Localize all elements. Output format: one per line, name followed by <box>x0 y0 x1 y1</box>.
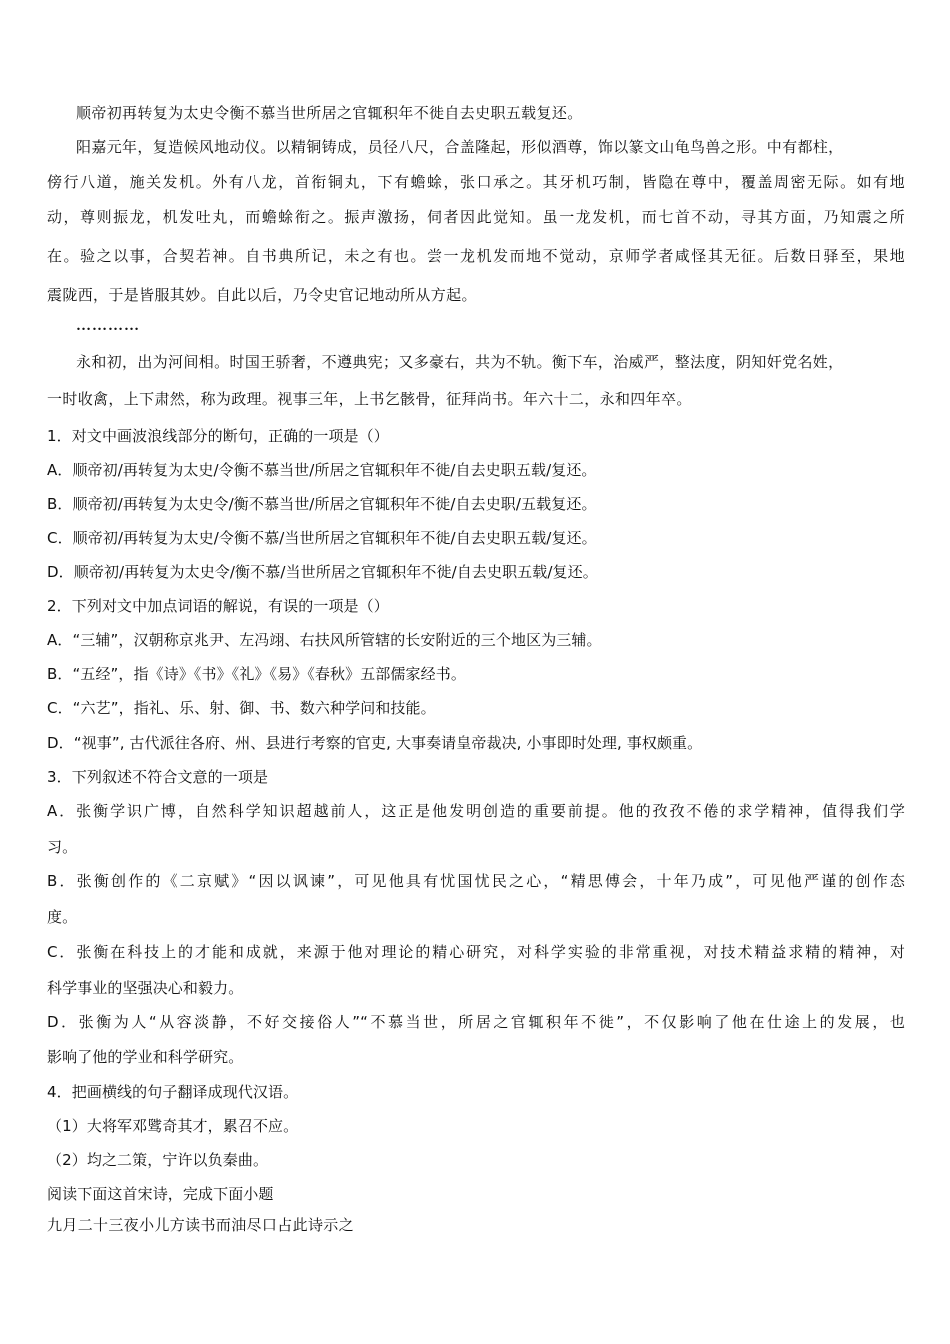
question-3-option-b-line-2: 度。 <box>47 908 78 926</box>
question-1-option-b: B．顺帝初/再转复为太史令/衡不慕当世/所居之官辄积年不徙/自去史职/五载复还。 <box>47 495 597 513</box>
passage-ellipsis: ………… <box>76 318 140 334</box>
question-3-option-d-line-2: 影响了他的学业和科学研究。 <box>47 1048 244 1066</box>
passage-paragraph-2-line-3: 动，尊则振龙，机发吐丸，而蟾蜍衔之。振声激扬，伺者因此觉知。虽一龙发机，而七首不动，寻其方面，乃知震之所 <box>47 208 905 226</box>
passage-paragraph-2-line-5: 震陇西，于是皆服其妙。自此以后，乃令史官记地动所从方起。 <box>47 286 477 304</box>
question-3-option-a-line-1: A．张衡学识广博，自然科学知识超越前人，这正是他发明创造的重要前提。他的孜孜不倦的求学精神，值得我们学 <box>47 802 905 820</box>
passage-paragraph-2-line-4: 在。验之以事，合契若神。自书典所记，未之有也。尝一龙机发而地不觉动，京师学者咸怪其无征。后数日驿至，果地 <box>47 247 905 265</box>
question-3-option-b-line-1: B．张衡创作的《二京赋》“因以讽谏”，可见他具有忧国忧民之心，“精思傅会，十年乃成”，可见他严谨的创作态 <box>47 872 905 890</box>
question-3-stem: 3．下列叙述不符合文意的一项是 <box>47 768 269 786</box>
passage-paragraph-3-line-2: 一时收禽，上下肃然，称为政理。视事三年，上书乞骸骨，征拜尚书。年六十二，永和四年卒。 <box>47 390 692 408</box>
question-2-option-b: B．“五经”，指《诗》《书》《礼》《易》《春秋》五部儒家经书。 <box>47 665 466 683</box>
question-3-option-c-line-2: 科学事业的坚强决心和毅力。 <box>47 979 244 997</box>
next-section-instruction: 阅读下面这首宋诗，完成下面小题 <box>47 1185 274 1203</box>
question-4-item-2: （2）均之二策，宁许以负秦曲。 <box>47 1151 269 1169</box>
question-4-item-1: （1）大将军邓骘奇其才，累召不应。 <box>47 1117 299 1135</box>
question-3-option-c-line-1: C．张衡在科技上的才能和成就，来源于他对理论的精心研究，对科学实验的非常重视，对技术精益求精的精神，对 <box>47 943 905 961</box>
question-1-stem: 1．对文中画波浪线部分的断句，正确的一项是（） <box>47 427 389 445</box>
question-2-option-a: A．“三辅”，汉朝称京兆尹、左冯翊、右扶风所管辖的长安附近的三个地区为三辅。 <box>47 631 602 649</box>
poem-title: 九月二十三夜小儿方读书而油尽口占此诗示之 <box>47 1216 355 1234</box>
passage-paragraph-2-line-2: 傍行八道，施关发机。外有八龙，首衔铜丸，下有蟾蜍，张口承之。其牙机巧制，皆隐在尊中，覆盖周密无际。如有地 <box>47 173 905 191</box>
passage-paragraph-3-line-1: 永和初，出为河间相。时国王骄奢，不遵典宪；又多豪右，共为不轨。衡下车，治威严，整法度，阴知奸党名姓， <box>76 353 844 371</box>
question-2-option-d: D．“视事”, 古代派往各府、州、县进行考察的官吏, 大事奏请皇帝裁决, 小事即时处理, 事权颇重。 <box>47 734 703 752</box>
question-2-stem: 2．下列对文中加点词语的解说，有误的一项是（） <box>47 597 389 615</box>
question-3-option-a-line-2: 习。 <box>47 838 78 856</box>
question-1-option-d: D．顺帝初/再转复为太史令/衡不慕/当世所居之官辄积年不徙/自去史职五载/复还。 <box>47 563 598 581</box>
passage-paragraph-2-line-1: 阳嘉元年，复造候风地动仪。以精铜铸成，员径八尺，合盖隆起，形似酒尊，饰以篆文山龟鸟兽之形。中有都柱， <box>76 138 844 156</box>
passage-paragraph-1: 顺帝初再转复为太史令衡不慕当世所居之官辄积年不徙自去史职五载复还。 <box>76 104 583 122</box>
question-3-option-d-line-1: D．张衡为人“从容淡静，不好交接俗人”“不慕当世，所居之官辄积年不徙”，不仅影响了他在仕途上的发展，也 <box>47 1013 905 1031</box>
question-1-option-c: C．顺帝初/再转复为太史/令衡不慕/当世所居之官辄积年不徙/自去史职五载/复还。 <box>47 529 597 547</box>
question-4-stem: 4．把画横线的句子翻译成现代汉语。 <box>47 1083 299 1101</box>
question-1-option-a: A．顺帝初/再转复为太史/令衡不慕当世/所居之官辄积年不徙/自去史职五载/复还。 <box>47 461 597 479</box>
question-2-option-c: C．“六艺”，指礼、乐、射、御、书、数六种学问和技能。 <box>47 699 436 717</box>
